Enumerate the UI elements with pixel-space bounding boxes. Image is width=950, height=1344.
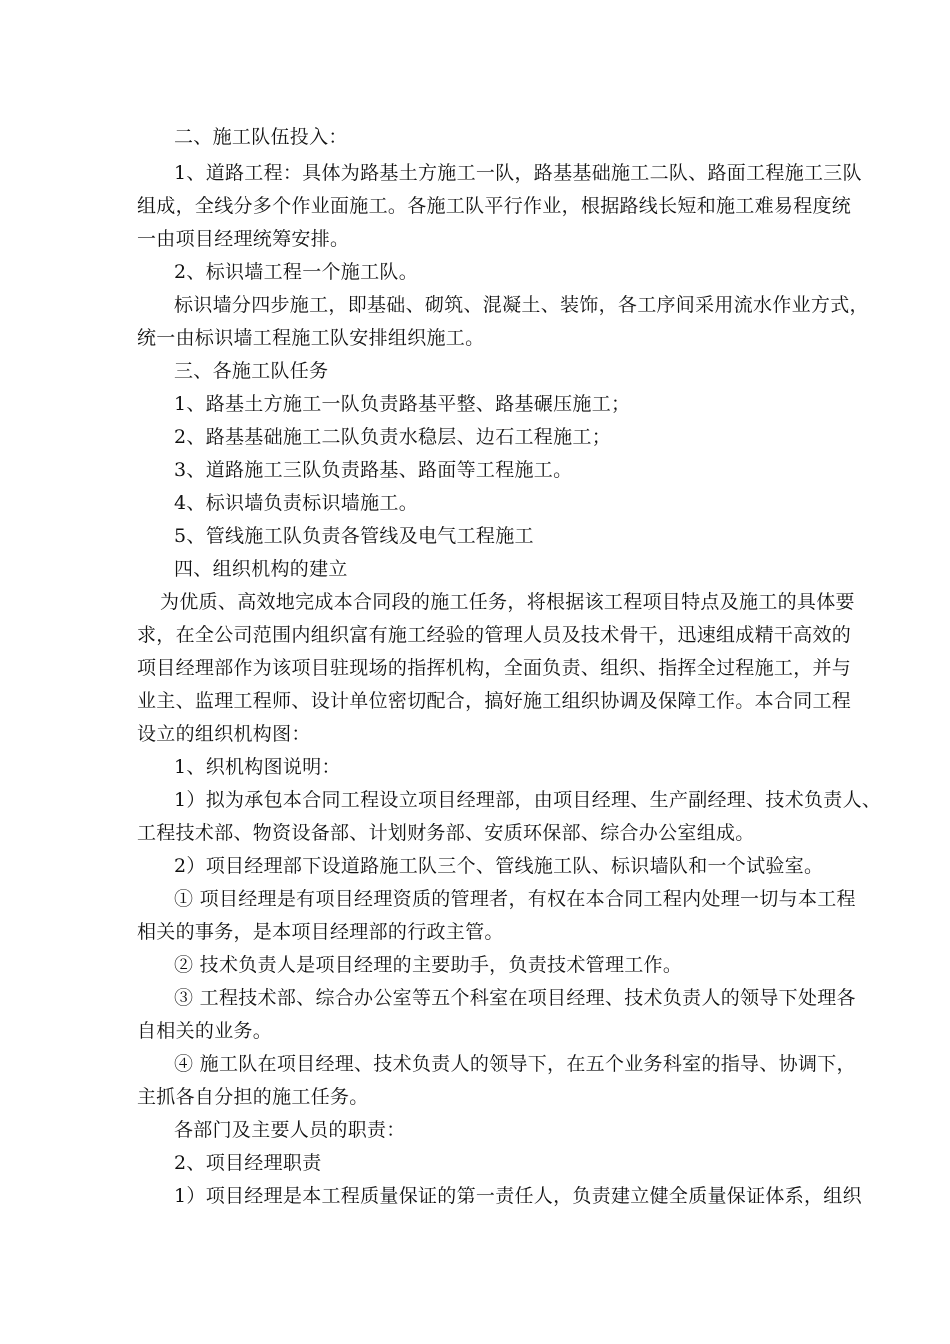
- heading-organization: 四、组织机构的建立: [174, 558, 348, 580]
- paragraph-line: 主抓各自分担的施工任务。: [137, 1086, 369, 1108]
- subheading-chart-notes: 1、织机构图说明：: [174, 756, 341, 778]
- list-item: 4、标识墙负责标识墙施工。: [174, 492, 418, 514]
- paragraph-line: 统一由标识墙工程施工队安排组织施工。: [137, 327, 485, 349]
- paragraph-line: 2、标识墙工程一个施工队。: [174, 261, 418, 283]
- paragraph-line: 为优质、高效地完成本合同段的施工任务，将根据该工程项目特点及施工的具体要: [160, 591, 855, 613]
- subheading-pm-duties: 2、项目经理职责: [174, 1152, 322, 1174]
- paragraph-line: 工程技术部、物资设备部、计划财务部、安质环保部、综合办公室组成。: [137, 822, 755, 844]
- paragraph-line: 一由项目经理统筹安排。: [137, 228, 350, 250]
- paragraph-line: 求，在全公司范围内组织富有施工经验的管理人员及技术骨干，迅速组成精干高效的: [137, 624, 852, 646]
- paragraph-line: 自相关的业务。: [137, 1020, 273, 1042]
- paragraph-line: 组成，全线分多个作业面施工。各施工队平行作业，根据路线长短和施工难易程度统: [137, 195, 852, 217]
- paragraph-line: ③ 工程技术部、综合办公室等五个科室在项目经理、技术负责人的领导下处理各: [174, 987, 856, 1009]
- paragraph-line: 相关的事务，是本项目经理部的行政主管。: [137, 921, 504, 943]
- paragraph-line: 2）项目经理部下设道路施工队三个、管线施工队、标识墙队和一个试验室。: [174, 855, 824, 877]
- heading-team-input: 二、施工队伍投入：: [174, 126, 348, 148]
- list-item: 2、路基基础施工二队负责水稳层、边石工程施工；: [174, 426, 611, 448]
- heading-team-tasks: 三、各施工队任务: [174, 360, 329, 382]
- paragraph-line: 1）项目经理是本工程质量保证的第一责任人，负责建立健全质量保证体系，组织: [174, 1185, 862, 1207]
- paragraph-line: 1）拟为承包本合同工程设立项目经理部，由项目经理、生产副经理、技术负责人、: [174, 789, 882, 811]
- paragraph-line: 业主、监理工程师、设计单位密切配合，搞好施工组织协调及保障工作。本合同工程: [137, 690, 852, 712]
- paragraph-line: ② 技术负责人是项目经理的主要助手，负责技术管理工作。: [174, 954, 683, 976]
- paragraph-line: 标识墙分四步施工，即基础、砌筑、混凝土、装饰，各工序间采用流水作业方式，: [174, 294, 869, 316]
- paragraph-line: 1、道路工程：具体为路基土方施工一队，路基基础施工二队、路面工程施工三队: [174, 162, 862, 184]
- paragraph-line: ① 项目经理是有项目经理资质的管理者，有权在本合同工程内处理一切与本工程: [174, 888, 856, 910]
- paragraph-line: 设立的组织机构图：: [137, 723, 311, 745]
- paragraph-line: 项目经理部作为该项目驻现场的指挥机构，全面负责、组织、指挥全过程施工，并与: [137, 657, 852, 679]
- paragraph-line: ④ 施工队在项目经理、技术负责人的领导下，在五个业务科室的指导、协调下，: [174, 1053, 856, 1075]
- list-item: 3、道路施工三队负责路基、路面等工程施工。: [174, 459, 573, 481]
- paragraph-line: 各部门及主要人员的职责：: [174, 1119, 406, 1141]
- list-item: 5、管线施工队负责各管线及电气工程施工: [174, 525, 534, 547]
- list-item: 1、路基土方施工一队负责路基平整、路基碾压施工；: [174, 393, 631, 415]
